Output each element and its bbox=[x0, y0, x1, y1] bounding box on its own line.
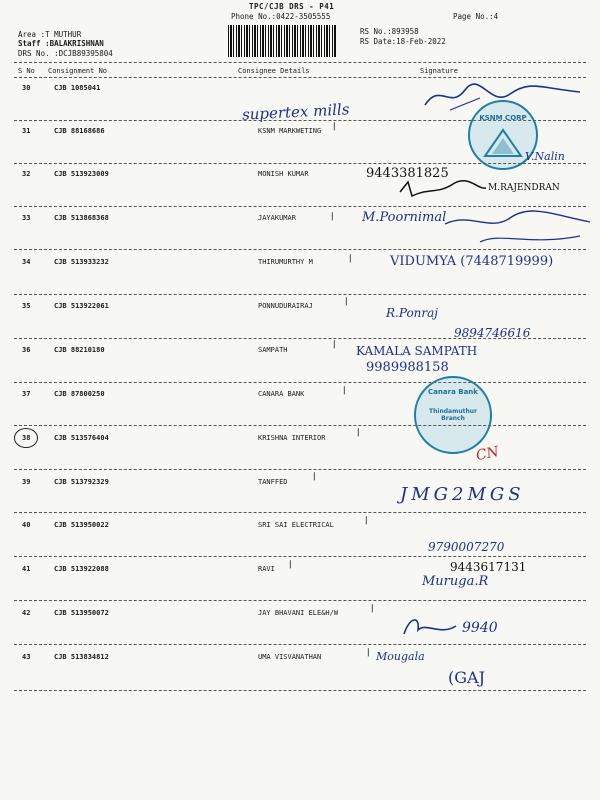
row-consignee: RAVI bbox=[258, 565, 275, 573]
row-consignee: SAMPATH bbox=[258, 346, 288, 354]
handwritten-note: supertex mills bbox=[241, 100, 350, 124]
row-consignment: CJB 88168686 bbox=[54, 127, 105, 135]
rs-number: RS No.:893958 bbox=[360, 27, 419, 36]
handwritten-phone: 9443617131 bbox=[450, 560, 527, 574]
handwritten-signature: JMG2MGS bbox=[400, 484, 525, 505]
divider bbox=[14, 512, 586, 513]
column-header-sno: S No bbox=[18, 67, 35, 75]
handwritten-phone: 9940 bbox=[462, 620, 498, 636]
signature-scribble bbox=[440, 210, 600, 250]
row-consignment: CJB 513950022 bbox=[54, 521, 109, 529]
divider bbox=[14, 294, 586, 295]
tick-mark: / bbox=[362, 515, 372, 527]
tick-mark: / bbox=[330, 339, 340, 351]
row-consignment: CJB 513792329 bbox=[54, 478, 109, 486]
divider bbox=[14, 338, 586, 339]
row-consignee: UMA VISVANATHAN bbox=[258, 653, 322, 661]
page-number: Page No.:4 bbox=[453, 12, 499, 21]
handwritten-name: KAMALA SAMPATH bbox=[356, 344, 478, 358]
row-sno: 38 bbox=[22, 434, 31, 442]
row-sno: 33 bbox=[22, 214, 31, 222]
tick-mark: / bbox=[368, 603, 378, 615]
row-consignment: CJB 513922088 bbox=[54, 565, 109, 573]
tick-mark: / bbox=[310, 471, 320, 483]
divider bbox=[14, 600, 586, 601]
column-header-signature: Signature bbox=[420, 67, 458, 75]
area: Area :T MUTHUR bbox=[18, 30, 82, 39]
tick-mark: / bbox=[286, 559, 296, 571]
signature-scribble bbox=[400, 612, 460, 642]
row-sno: 43 bbox=[22, 653, 31, 661]
row-consignment: CJB 513576404 bbox=[54, 434, 109, 442]
handwritten-name: V.Nalin bbox=[525, 150, 565, 163]
row-consignee: SRI SAI ELECTRICAL bbox=[258, 521, 334, 529]
tick-mark: / bbox=[330, 121, 340, 133]
row-consignee: KSNM MARKWETING bbox=[258, 127, 322, 135]
row-sno: 36 bbox=[22, 346, 31, 354]
column-header-consignment: Consignment No bbox=[48, 67, 108, 75]
divider bbox=[14, 425, 586, 426]
divider bbox=[14, 249, 586, 250]
row-consignment: CJB 513923009 bbox=[54, 170, 109, 178]
handwritten-phone: 9894746616 bbox=[454, 326, 531, 340]
handwritten-name: VIDUMYA (7448719999) bbox=[390, 254, 554, 269]
row-consignee: MONISH KUMAR bbox=[258, 170, 309, 178]
handwritten-name: Mougala bbox=[376, 650, 425, 663]
bank-stamp bbox=[414, 376, 492, 454]
handwritten-name: (GAJ bbox=[448, 668, 485, 687]
divider bbox=[14, 556, 586, 557]
row-consignment: CJB 513868368 bbox=[54, 214, 109, 222]
sheet-title: TPC/CJB DRS - P41 bbox=[249, 2, 335, 11]
divider bbox=[14, 382, 586, 383]
row-sno: 32 bbox=[22, 170, 31, 178]
row-consignee: TANFFED bbox=[258, 478, 288, 486]
handwritten-phone: 9989988158 bbox=[366, 360, 449, 375]
row-consignment: CJB 87800250 bbox=[54, 390, 105, 398]
phone-number: Phone No.:0422-3505555 bbox=[231, 12, 331, 21]
tick-mark: / bbox=[342, 296, 352, 308]
column-header-consignee: Consignee Details bbox=[238, 67, 310, 75]
row-consignment: CJB 513950072 bbox=[54, 609, 109, 617]
row-consignee: PONNUDURAIRAJ bbox=[258, 302, 313, 310]
tick-mark: / bbox=[364, 647, 374, 659]
signature-scribble bbox=[398, 178, 488, 200]
row-consignee: JAYAKUMAR bbox=[258, 214, 296, 222]
divider bbox=[14, 62, 586, 63]
rs-date: RS Date:18-Feb-2022 bbox=[360, 37, 446, 46]
row-consignment: CJB 513922061 bbox=[54, 302, 109, 310]
row-sno: 42 bbox=[22, 609, 31, 617]
row-sno: 34 bbox=[22, 258, 31, 266]
stamp-text: Canara Bank bbox=[428, 388, 478, 396]
handwritten-phone: 9443381825 bbox=[366, 166, 449, 181]
divider bbox=[14, 163, 586, 164]
row-sno: 31 bbox=[22, 127, 31, 135]
divider bbox=[14, 469, 586, 470]
staff: Staff :BALAKRISHNAN bbox=[18, 39, 104, 48]
row-consignment: CJB 513834812 bbox=[54, 653, 109, 661]
row-consignee: JAY BHAVANI ELE&H/W bbox=[258, 609, 339, 617]
row-sno: 30 bbox=[22, 84, 31, 92]
row-sno: 40 bbox=[22, 521, 31, 529]
row-sno: 37 bbox=[22, 390, 31, 398]
handwritten-name: R.Ponraj bbox=[386, 306, 439, 320]
divider bbox=[14, 690, 586, 691]
handwritten-name: M.RAJENDRAN bbox=[488, 183, 560, 193]
handwritten-name: M.Poornimal bbox=[362, 210, 447, 225]
row-sno: 41 bbox=[22, 565, 31, 573]
tick-mark: / bbox=[328, 211, 338, 223]
handwritten-phone: 9790007270 bbox=[428, 540, 505, 554]
divider bbox=[14, 206, 586, 207]
divider bbox=[14, 644, 586, 645]
divider bbox=[14, 77, 586, 78]
handwritten-name: Muruga.R bbox=[422, 574, 489, 589]
tick-mark: / bbox=[340, 385, 350, 397]
stamp-emblem-icon bbox=[483, 128, 523, 158]
row-consignment: CJB 513933232 bbox=[54, 258, 109, 266]
row-sno: 35 bbox=[22, 302, 31, 310]
stamp-text: Thindamuthur Branch bbox=[429, 408, 477, 422]
stamp-text: KSNM CORP bbox=[479, 114, 527, 122]
row-consignment: CJB 88210180 bbox=[54, 346, 105, 354]
row-consignee: KRISHNA INTERIOR bbox=[258, 434, 326, 442]
row-consignment: CJB 1085041 bbox=[54, 84, 101, 92]
tick-mark: / bbox=[346, 253, 356, 265]
drs-number: DRS No. :DCJB89395804 bbox=[18, 49, 113, 58]
barcode bbox=[228, 25, 336, 57]
row-consignee: THIRUMURTHY M bbox=[258, 258, 313, 266]
row-sno: 39 bbox=[22, 478, 31, 486]
tick-mark: / bbox=[354, 427, 364, 439]
row-consignee: CANARA BANK bbox=[258, 390, 305, 398]
red-ink-mark: CN bbox=[474, 443, 501, 465]
